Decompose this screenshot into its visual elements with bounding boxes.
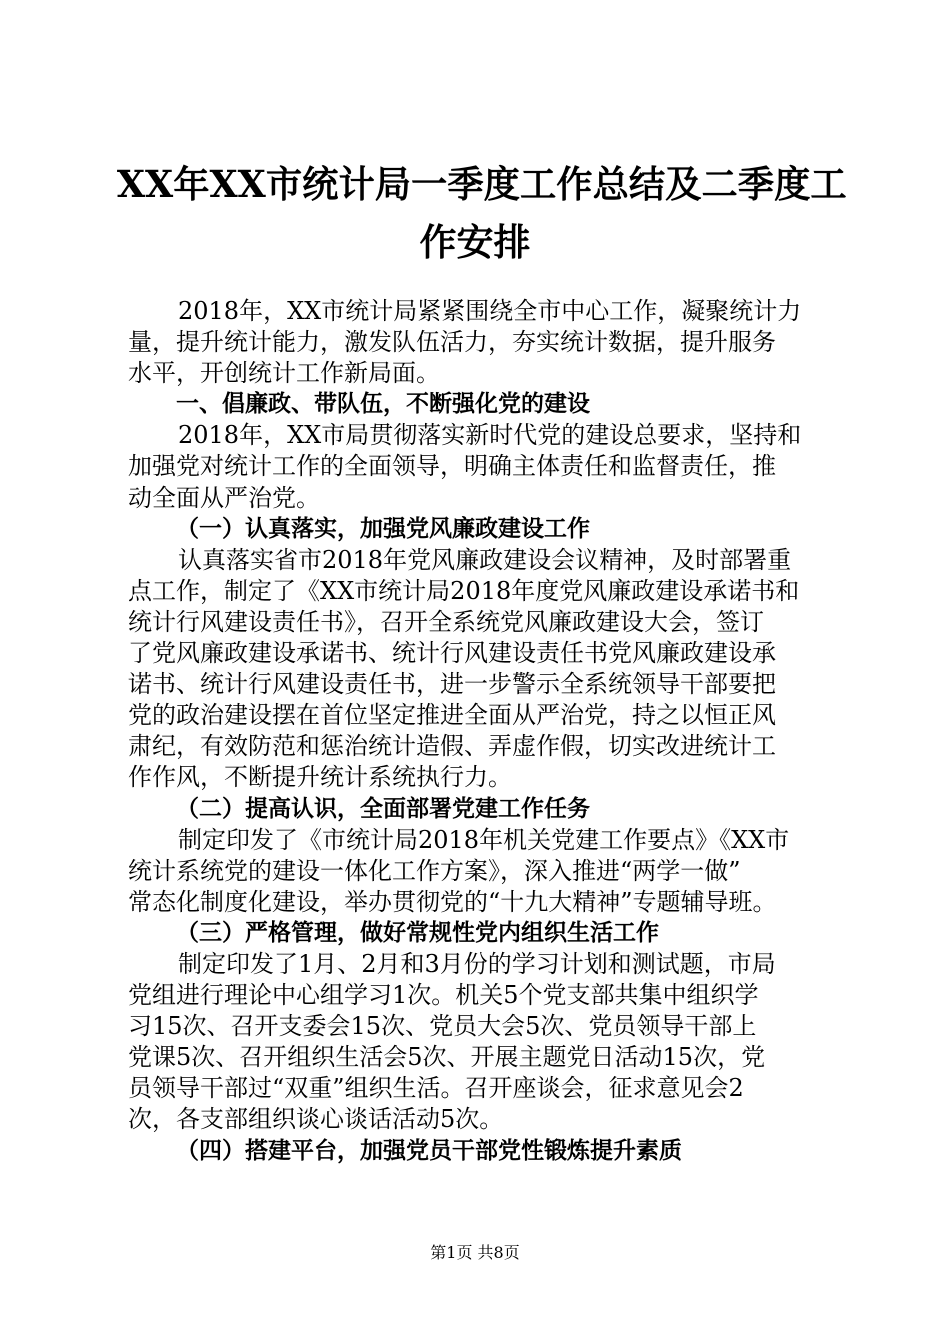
subsection-heading: （四）搭建平台，加强党员干部党性锻炼提升素质: [176, 1137, 682, 1164]
paragraph-line: 党的政治建设摆在首位坚定推进全面从严治党，持之以恒正风: [128, 701, 776, 730]
paragraph-line: 制定印发了《市统计局2018年机关党建工作要点》《XX市: [178, 825, 790, 854]
paragraph-line: 诺书、统计行风建设责任书，进一步警示全系统领导干部要把: [128, 670, 776, 699]
paragraph-line: 量，提升统计能力，激发队伍活力，夯实统计数据，提升服务: [128, 328, 776, 357]
paragraph-line: 2018年，XX市统计局紧紧围绕全市中心工作，凝聚统计力: [178, 297, 802, 325]
document-title-line-2: 作安排: [419, 220, 531, 264]
subsection-heading: （三）严格管理，做好常规性党内组织生活工作: [176, 919, 659, 946]
paragraph-line: 点工作，制定了《XX市统计局2018年度党风廉政建设承诺书和: [128, 576, 800, 605]
paragraph-line: 了党风廉政建设承诺书、统计行风建设责任书党风廉政建设承: [128, 639, 776, 668]
paragraph-line: 肃纪，有效防范和惩治统计造假、弄虚作假，切实改进统计工: [128, 732, 776, 761]
document-body: [128, 296, 828, 1167]
paragraph-line: 2018年，XX市局贯彻落实新时代党的建设总要求，坚持和: [178, 421, 802, 450]
paragraph-line: 制定印发了1月、2月和3月份的学习计划和测试题，市局: [178, 949, 776, 978]
paragraph-line: 作作风，不断提升统计系统执行力。: [128, 763, 512, 792]
paragraph-line: 习15次、召开支委会15次、党员大会5次、党员领导干部上: [128, 1012, 757, 1041]
paragraph-line: 常态化制度化建设，举办贯彻党的“十九大精神”专题辅导班。: [128, 887, 777, 916]
subsection-heading: （二）提高认识，全面部署党建工作任务: [176, 795, 590, 822]
paragraph-line: 次，各支部组织谈心谈话活动5次。: [128, 1105, 504, 1134]
subsection-heading: （一）认真落实，加强党风廉政建设工作: [176, 515, 590, 542]
paragraph-line: 认真落实省市2018年党风廉政建设会议精神，及时部署重: [178, 545, 792, 574]
section-heading: 一、倡廉政、带队伍，不断强化党的建设: [176, 391, 590, 418]
paragraph-line: 党组进行理论中心组学习1次。机关5个党支部共集中组织学: [128, 981, 759, 1010]
paragraph-line: 加强党对统计工作的全面领导，明确主体责任和监督责任，推: [128, 452, 776, 481]
paragraph-line: 员领导干部过“双重”组织生活。召开座谈会，征求意见会2: [128, 1074, 744, 1103]
paragraph-line: 水平，开创统计工作新局面。: [128, 359, 440, 388]
paragraph-line: 党课5次、召开组织生活会5次、开展主题党日活动15次，党: [128, 1043, 766, 1072]
paragraph-line: 动全面从严治党。: [128, 483, 320, 512]
document-title-line-1: XX年XX市统计局一季度工作总结及二季度工: [116, 162, 847, 206]
paragraph-line: 统计系统党的建设一体化工作方案》，深入推进“两学一做”: [128, 856, 741, 885]
page-footer: 第1页 共8页: [430, 1243, 520, 1262]
paragraph-line: 统计行风建设责任书》，召开全系统党风廉政建设大会，签订: [128, 607, 764, 636]
